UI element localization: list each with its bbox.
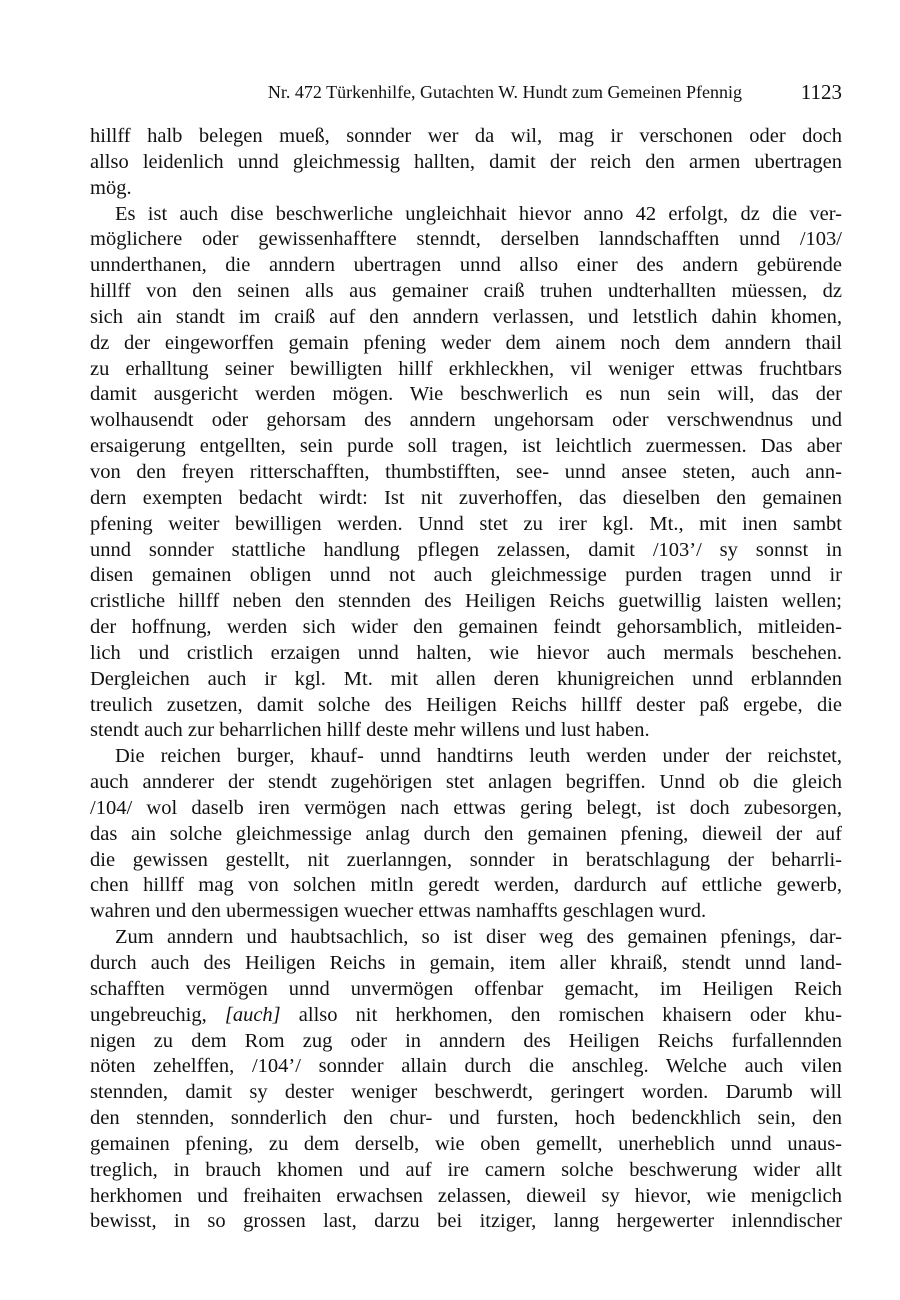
text-line: wahren und den ubermessigen wuecher ettwas namhaffts geschlagen wurd.: [90, 900, 707, 923]
text-segment: allso nit herkhomen, den romischen khaisern oder khu-: [280, 1003, 842, 1026]
text-line: den stennden, sonnderlich den chur- und fursten, hoch bedenckhlich sein, den: [90, 1107, 842, 1130]
text-line: die gewissen gestellt, nit zuerlanngen, sonnder in beratschlagung der beharrli-: [90, 848, 842, 871]
text-line: unnderthanen, die anndern ubertragen unnd allso einer des andern gebürende: [90, 254, 842, 277]
text-line: /104/ wol daselb iren vermögen nach ettwas gering belegt, ist doch zubesorgen,: [90, 796, 842, 819]
text-line: das ain solche gleichmessige anlag durch den gemainen pfening, dieweil der auf: [90, 822, 842, 845]
text-line: ersaigerung entgellten, sein purde soll tragen, ist leichtlich zuermessen. Das aber: [90, 435, 842, 458]
text-line: möglichere oder gewissenhafftere stenndt, derselben lanndschafften unnd /103/: [90, 228, 842, 251]
text-line: schafften vermögen unnd unvermögen offenbar gemacht, im Heiligen Reich: [90, 977, 842, 1000]
text-line: damit ausgericht werden mögen. Wie beschwerlich es nun sein will, das der: [90, 383, 842, 406]
text-line: allso leidenlich unnd gleichmessig hallten, damit der reich den armen ubertragen: [90, 150, 842, 173]
text-line: dz der eingeworffen gemain pfening weder dem ainem noch dem anndern thail: [90, 331, 842, 354]
text-line: der hoffnung, werden sich wider den gemainen feindt gehorsamblich, mitleiden-: [90, 616, 842, 639]
page-number: 1123: [800, 80, 842, 104]
text-line: zu erhalltung seiner bewilligten hillf erkhleckhen, vil weniger ettwas fruchtbars: [90, 357, 842, 380]
text-line: hillff von den seinen alls aus gemainer craiß truhen undterhallten müessen, dz: [90, 280, 842, 303]
text-line: Es ist auch dise beschwerliche ungleichhait hievor anno 42 erfolgt, dz die ver-: [115, 202, 842, 225]
body-text: [90, 124, 842, 1235]
text-line: treulich zusetzen, damit solche des Heiligen Reichs hillff dester paß ergebe, die: [90, 693, 842, 716]
text-line: unnd sonnder stattliche handlung pflegen zelassen, damit /103’/ sy sonnst in: [90, 538, 842, 561]
text-line: cristliche hillff neben den stennden des Heiligen Reichs guetwillig laisten wellen;: [90, 590, 842, 613]
text-line: disen gemainen obligen unnd not auch gleichmessige purden tragen unnd ir: [90, 564, 842, 587]
text-line: dern exempten bedacht wirdt: Ist nit zuverhoffen, das dieselben den gemainen: [90, 486, 842, 509]
text-line: hillff halb belegen mueß, sonnder wer da wil, mag ir verschonen oder doch: [90, 125, 842, 147]
running-title: Nr. 472 Türkenhilfe, Gutachten W. Hundt zum Gemeinen Pfennig: [267, 82, 742, 102]
text-line: Die reichen burger, khauf- unnd handtirns leuth werden under der reichstet,: [115, 745, 842, 768]
text-line: von den freyen ritterschafften, thumbstifften, see- unnd ansee steten, auch ann-: [90, 460, 842, 483]
editorial-insertion: [auch]: [224, 1003, 281, 1026]
text-segment: ungebreuchig,: [90, 1003, 225, 1026]
text-line: chen hillff mag von solchen mitln geredt werden, dardurch auf ettliche gewerb,: [90, 874, 842, 897]
text-line: auch annderer der stendt zugehörigen stet anlagen begriffen. Unnd ob die gleich: [90, 771, 842, 794]
text-line: wolhausendt oder gehorsam des anndern ungehorsam oder verschwendnus und: [90, 409, 842, 432]
text-line: bewisst, in so grossen last, darzu bei itziger, lanng hergewerter inlenndischer: [90, 1210, 842, 1233]
text-line: lich und cristlich erzaigen unnd halten, wie hievor auch mermals beschehen.: [90, 641, 842, 664]
text-line: sich ain standt im craiß auf den anndern verlassen, und letstlich dahin khomen,: [90, 305, 842, 328]
text-line: mög.: [90, 176, 132, 199]
text-line: herkhomen und freihaiten erwachsen zelassen, dieweil sy hievor, wie menigclich: [90, 1184, 842, 1207]
text-line: treglich, in brauch khomen und auf ire camern solche beschwerung wider allt: [90, 1158, 842, 1181]
running-header: [90, 80, 842, 106]
text-line: [90, 1003, 842, 1029]
text-line: stendt auch zur beharrlichen hillf deste mehr willens und lust haben.: [90, 719, 650, 742]
text-line: durch auch des Heiligen Reichs in gemain, item aller khraiß, stendt unnd land-: [90, 952, 842, 974]
text-line: stennden, damit sy dester weniger beschwerdt, geringert worden. Darumb will: [90, 1081, 842, 1104]
text-line: Dergleichen auch ir kgl. Mt. mit allen deren khunigreichen unnd erblannden: [90, 667, 842, 690]
text-line: gemainen pfening, zu dem derselb, wie oben gemellt, unerheblich unnd unaus-: [90, 1132, 842, 1155]
text-line: Zum anndern und haubtsachlich, so ist diser weg des gemainen pfenings, dar-: [115, 926, 842, 949]
text-line: nigen zu dem Rom zug oder in anndern des Heiligen Reichs furfallennden: [90, 1029, 842, 1052]
text-line: nöten zehelffen, /104’/ sonnder allain durch die anschleg. Welche auch vilen: [90, 1055, 842, 1078]
text-line: pfening weiter bewilligen werden. Unnd stet zu irer kgl. Mt., mit inen sambt: [90, 512, 842, 535]
